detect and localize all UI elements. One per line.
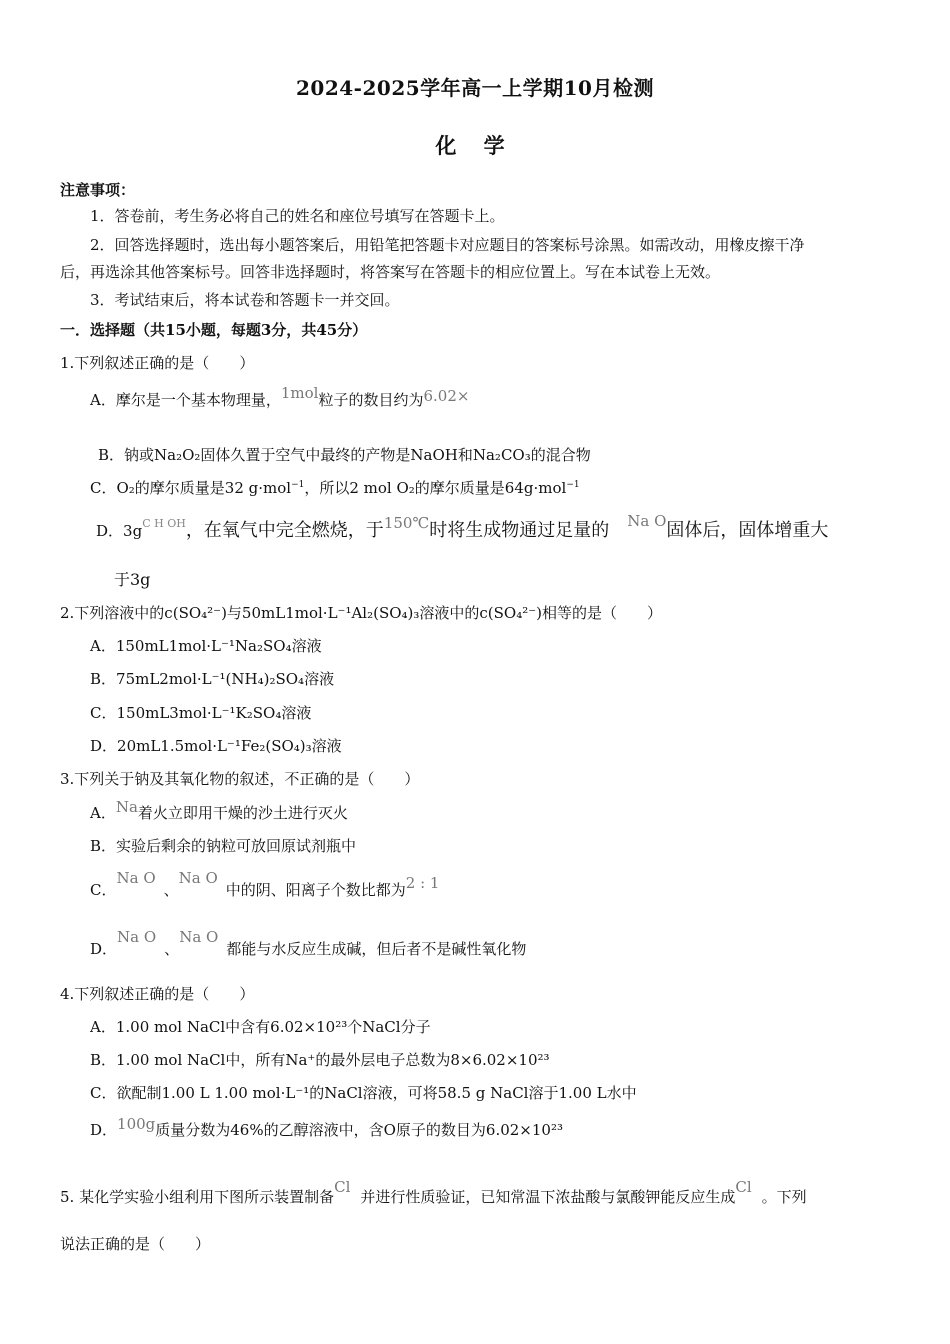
q3-option-b: B．实验后剩余的钠粒可放回原试剂瓶中 — [90, 837, 357, 855]
note-2-cont: 后，再选涂其他答案标号。回答非选择题时，将答案写在答题卡的相应位置上。写在本试卷上无效。 — [60, 263, 721, 281]
q5-stem-c: 。下列 — [761, 1188, 807, 1206]
q1-d-text-2: ，在氧气中完全燃烧，于 — [185, 520, 384, 541]
q1-d-na2o2: Na O — [627, 512, 667, 530]
q4-option-c: C．欲配制1.00 L 1.00 mol·L⁻¹的NaCl溶液，可将58.5 g NaCl溶于1.00 L水中 — [90, 1084, 637, 1102]
notes-heading: 注意事项： — [60, 181, 136, 199]
q3-a-label: A． — [90, 804, 116, 822]
q4-option-d — [90, 1115, 563, 1140]
q5-stem — [60, 1178, 807, 1207]
q1-c-text-1: C．O₂的摩尔质量是32 g·mol — [90, 479, 292, 497]
q1-option-a — [90, 384, 470, 410]
q1-c-sup-2: −1 — [566, 480, 580, 490]
note-2: 2．回答选择题时，选出每小题答案后，用铅笔把答题卡对应题目的答案标号涂黑。如需改动，用橡皮擦干净 — [90, 236, 805, 254]
subject-title: 化 学 — [435, 133, 515, 158]
q3-option-a — [90, 798, 348, 823]
q4-d-label: D． — [90, 1121, 118, 1139]
exam-title: 2024-2025学年高一上学期10月检测 — [296, 76, 654, 100]
q2-option-a: A．150mL1mol·L⁻¹Na₂SO₄溶液 — [90, 637, 322, 655]
q1-c-sup-1: −1 — [291, 480, 305, 490]
q2-option-c: C．150mL3mol·L⁻¹K₂SO₄溶液 — [90, 704, 312, 722]
q1-d-temp: 150℃ — [383, 514, 430, 532]
q3-c-rest: 中的阴、阳离子个数比都为 — [225, 881, 406, 899]
q3-c-ratio: 2 : 1 — [405, 874, 440, 892]
q3-d-label: D． — [90, 940, 118, 958]
q1-d-formula: C H OH — [142, 517, 186, 530]
q5-stem-cont: 说法正确的是（ ） — [60, 1235, 211, 1253]
q3-d-rest: 都能与水反应生成碱，但后者不是碱性氧化物 — [226, 940, 527, 958]
q3-option-c — [90, 869, 440, 900]
q1-a-mol: 1mol — [280, 384, 319, 402]
q1-d-text-1: D．3g — [96, 522, 143, 540]
q3-a-na: Na — [115, 798, 138, 816]
q1-d-text-4: 固体后，固体增重大 — [666, 520, 829, 541]
q3-a-rest: 着火立即用干燥的沙土进行灭火 — [137, 804, 348, 822]
note-3: 3．考试结束后，将本试卷和答题卡一并交回。 — [90, 291, 400, 309]
q3-c-formula-2: Na O — [178, 869, 218, 887]
q4-d-rest: 质量分数为46%的乙醇溶液中，含O原子的数目为6.02×10²³ — [155, 1121, 563, 1139]
q1-c-text-2: ，所以2 mol O₂的摩尔质量是64g·mol — [304, 479, 567, 497]
q2-stem: 2.下列溶液中的c(SO₄²⁻)与50mL1mol·L⁻¹Al₂(SO₄)₃溶液中的c(SO₄²⁻)相等的是（ ） — [60, 604, 663, 622]
q1-option-c — [90, 478, 580, 498]
q4-stem: 4.下列叙述正确的是（ ） — [60, 985, 255, 1003]
note-1: 1．答卷前，考生务必将自己的姓名和座位号填写在答题卡上。 — [90, 207, 505, 225]
q3-c-label: C． — [90, 881, 117, 899]
q1-a-rest: 粒子的数目约为 — [318, 391, 424, 409]
q2-option-d: D．20mL1.5mol·L⁻¹Fe₂(SO₄)₃溶液 — [90, 737, 342, 755]
q3-option-d — [90, 928, 527, 959]
q3-d-formula-1: Na O — [117, 928, 157, 946]
q1-stem: 1.下列叙述正确的是（ ） — [60, 354, 255, 372]
q1-option-d — [96, 512, 829, 543]
q1-a-text: A．摩尔是一个基本物理量， — [90, 391, 281, 409]
section-heading: 一．选择题（共15小题，每题3分，共45分） — [60, 321, 368, 339]
q1-a-number: 6.02× — [423, 387, 470, 405]
q4-option-b: B．1.00 mol NaCl中，所有Na⁺的最外层电子总数为8×6.02×10²³ — [90, 1051, 550, 1069]
q5-cl2-1: Cl — [334, 1178, 351, 1196]
q3-stem: 3.下列关于钠及其氧化物的叙述，不正确的是（ ） — [60, 770, 420, 788]
q5-stem-a: 5. 某化学实验小组利用下图所示装置制备 — [60, 1188, 335, 1206]
q2-option-b: B．75mL2mol·L⁻¹(NH₄)₂SO₄溶液 — [90, 670, 335, 688]
q4-option-a: A．1.00 mol NaCl中含有6.02×10²³个NaCl分子 — [90, 1018, 431, 1036]
q4-d-mass: 100g — [117, 1115, 156, 1133]
q5-stem-b: 并进行性质验证，已知常温下浓盐酸与氯酸钾能反应生成 — [360, 1188, 736, 1206]
q1-option-b: B．钠或Na₂O₂固体久置于空气中最终的产物是NaOH和Na₂CO₃的混合物 — [98, 446, 591, 464]
q3-c-sep: 、 — [163, 881, 179, 899]
q5-cl2-2: Cl — [735, 1178, 752, 1196]
q3-d-sep: 、 — [164, 940, 180, 958]
q3-d-formula-2: Na O — [179, 928, 219, 946]
q1-d-text-3: 时将生成物通过足量的 — [429, 520, 610, 541]
q3-c-formula-1: Na O — [116, 869, 156, 887]
q1-option-d-cont: 于3g — [114, 570, 151, 589]
